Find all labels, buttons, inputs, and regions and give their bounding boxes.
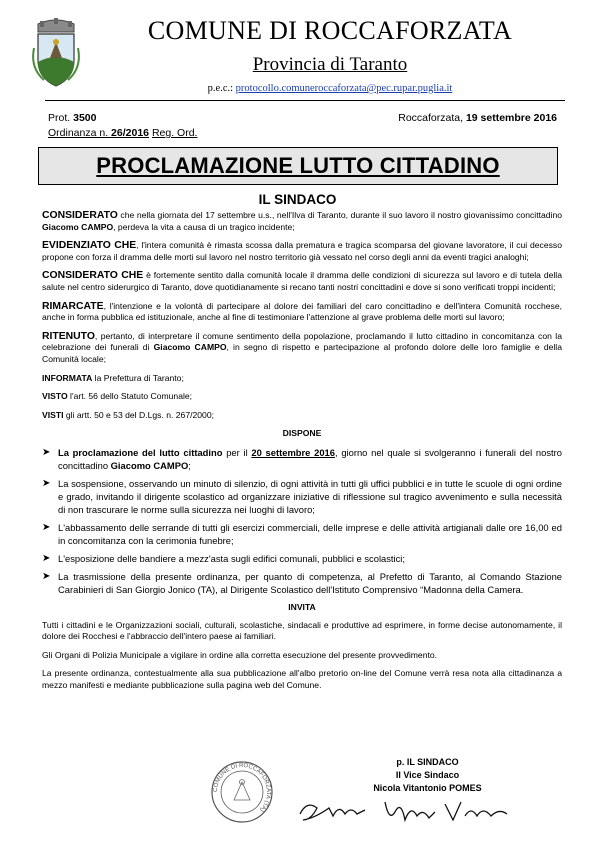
arrow-bullet-icon: ➤ (42, 570, 51, 582)
consideration-paragraph: EVIDENZIATO CHE, l'intera comunità è rimasta scossa dalla prematura e tragica scomparsa del giovane lavoratore, il cui decesso propone con forza il dramma delle morti sul lavoro nel nostro territorio già vessato nel corso degli anni da eventi tragici analoghi; (42, 240, 562, 262)
closing-paragraph: Gli Organi di Polizia Municipale a vigilare in ordine alla corretta esecuzione del presente provvedimento. (42, 649, 438, 660)
signer-role: p. IL SINDACO (396, 757, 459, 767)
signature-block (340, 756, 515, 795)
document-body (42, 210, 562, 698)
consideration-paragraph: CONSIDERATO che nella giornata del 17 settembre u.s., nell'Ilva di Taranto, durante il suo lavoro il nostro giovanissimo concittadino Giacomo CAMPO, perdeva la vita a causa di un tragico incidente; (42, 210, 562, 232)
official-stamp-icon (210, 760, 274, 824)
disposition-item: ➤ La trasmissione della presente ordinanza, per quanto di competenza, al Prefetto di Taranto, al Comando Stazione Carabinieri di San Giorgio Jonico (TA), al Dirigente Scolastico dell'Istituto Comprensivo “Madonna della Camera. (42, 570, 562, 595)
pec-address-link[interactable]: protocollo.comuneroccaforzata@pec.rupar.puglia.it (235, 83, 453, 94)
arrow-bullet-icon: ➤ (42, 552, 51, 564)
closing-paragraph: La presente ordinanza, contestualmente alla sua pubblicazione all'albo pretorio on-line del Comune verrà resa nota alla cittadinanza a mezzo manifesti e mediante pubblicazione sulla pagina web del Comune. (42, 668, 562, 690)
law-line: VISTI gli artt. 50 e 53 del D.Lgs. n. 267/2000; (42, 409, 214, 420)
invita-heading: INVITA (288, 601, 316, 612)
disposition-item: ➤ L'esposizione delle bandiere a mezz'asta sugli edifici comunali, pubblici e scolastici; (42, 552, 405, 564)
ordinance-number: Ordinanza n. 26/2016 Reg. Ord. (48, 127, 198, 139)
arrow-bullet-icon: ➤ (42, 521, 51, 533)
signer-title: Il Vice Sindaco (395, 770, 460, 780)
disposition-item: ➤ La sospensione, osservando un minuto di silenzio, di ogni attività in tutti gli uffici pubblici e in tutte le scuole di ogni ordine e grado, invitando il dirigente scolastico ad organizzare iniziative di riflessione sul tragico avvenimento e sulla necessità di non trascurare le norme sulla sicurezza nei luoghi di lavoro; (42, 477, 562, 515)
closing-paragraph: Tutti i cittadini e le Organizzazioni sociali, culturali, scolastiche, sindacali e produttive ad esprimere, in forme decise autonomamente, il dolore dei Rocchesi e l'abbraccio dell'intero paese ai familiari. (42, 619, 562, 642)
pec-line (95, 83, 565, 94)
consideration-paragraph: CONSIDERATO CHE è fortemente sentito dalla comunità locale il dramma delle condizioni di sicurezza sul lavoro e di tutela della salute nel centro siderurgico di Taranto, dove quotidianamente si recano tanti nostri concittadini e dove si sono verificati troppi incidenti; (42, 270, 562, 292)
handwritten-signature-icon (295, 794, 520, 828)
arrow-bullet-icon: ➤ (42, 446, 51, 458)
pec-label: p.e.c.: (207, 83, 234, 94)
protocol-number: Prot. 3500 (48, 112, 97, 124)
informed-line: INFORMATA la Prefettura di Taranto; (42, 372, 184, 383)
municipality-title: COMUNE DI ROCCAFORZATA (147, 16, 513, 45)
issuer-heading: IL SINDACO (258, 192, 337, 207)
svg-text:COMUNE DI ROCCAFORZATA (TA): COMUNE DI ROCCAFORZATA (TA) (212, 762, 272, 813)
disposition-item: ➤ La proclamazione del lutto cittadino per il 20 settembre 2016, giorno nel quale si svolgeranno i funerali del nostro concittadino Giacomo CAMPO; (42, 446, 562, 471)
document-title-box (38, 147, 558, 185)
statute-line: VISTO l'art. 56 dello Statuto Comunale; (42, 391, 193, 402)
disposition-item: ➤ L'abbassamento delle serrande di tutti gli esercizi commerciali, delle imprese e delle attività artigianali dalle ore 16,00 ed in concomitanza con la cerimonia funebre; (42, 521, 562, 546)
municipal-crest-icon (30, 18, 82, 90)
consideration-paragraph: RITENUTO, pertanto, di interpretare il comune sentimento della popolazione, proclamando il lutto cittadino in concomitanza con la celebrazione dei funerali di Giacomo CAMPO, in segno di rispetto e partecipazione al profondo dolore delle loro famiglie e della Comunità locale; (42, 330, 562, 364)
arrow-bullet-icon: ➤ (42, 477, 51, 489)
signer-name: Nicola Vitantonio POMES (373, 783, 482, 793)
header-divider (45, 100, 565, 101)
document-title: PROCLAMAZIONE LUTTO CITTADINO (96, 153, 500, 178)
consideration-paragraph: RIMARCATE, l'intenzione e la volontà di partecipare al dolore dei familiari del caro concittadino e dell'intera Comunità rocchese, anche in forma pubblica ed istituzionale, anche al fine di testimoniare l'attenzione al grave problema delle morti sul lavoro; (42, 300, 562, 323)
dispone-heading: DISPONE (282, 428, 322, 439)
province-name: Provincia di Taranto (252, 54, 408, 75)
place-date: Roccaforzata, 19 settembre 2016 (398, 112, 557, 124)
